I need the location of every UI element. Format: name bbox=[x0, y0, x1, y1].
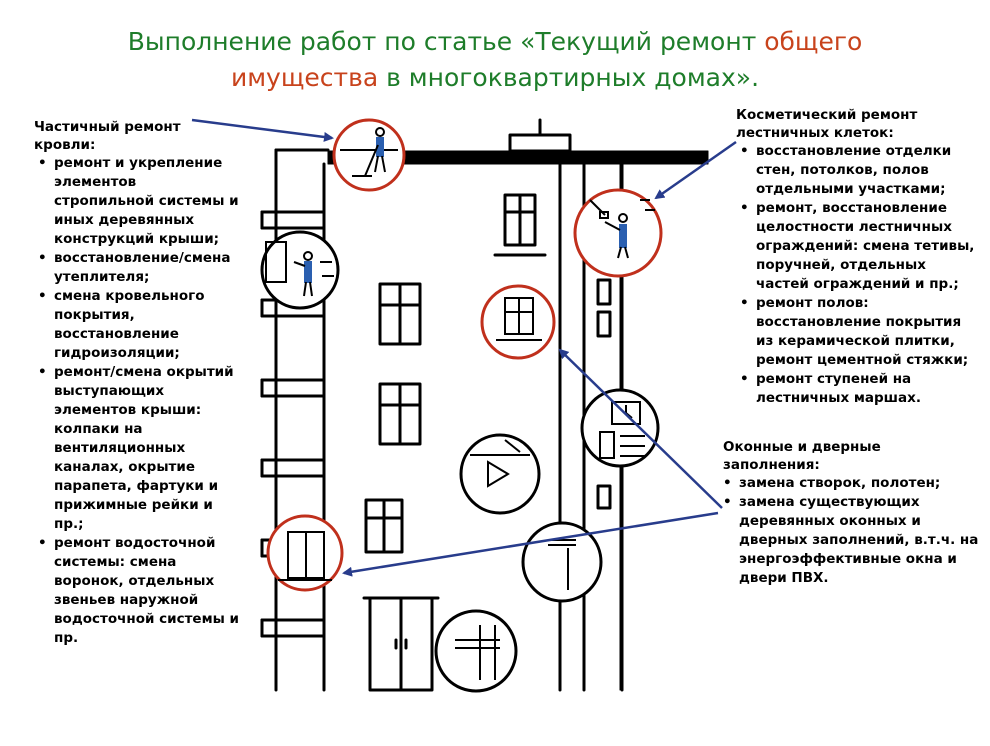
list-item: • восстановление отделки стен, потолков, полов отдельными участками; bbox=[756, 142, 976, 199]
list-item: • ремонт полов: восстановление покрытия из керамической плитки, ремонт цементной стяжки; bbox=[756, 294, 976, 370]
list-item: • ремонт водосточной системы: смена воронок, отдельных звеньев наружной водосточной системы и пр. bbox=[54, 534, 239, 648]
title-part2: в многоквартирных домах». bbox=[378, 63, 760, 92]
stairs-heading: Косметический ремонт лестничных клеток: bbox=[736, 107, 918, 141]
windows-heading: Оконные и дверные заполнения: bbox=[723, 439, 881, 473]
arrow-icon bbox=[192, 120, 736, 573]
list-item: • ремонт, восстановление целостности лестничных ограждений: смена тетивы, поручней, отдельных частей ограждений и пр.; bbox=[756, 199, 976, 294]
title-accent-1: общего bbox=[764, 27, 863, 56]
list-item: • смена кровельного покрытия, восстановление гидроизоляции; bbox=[54, 287, 239, 363]
roof-exit bbox=[510, 135, 570, 151]
list-item: • ремонт и укрепление элементов стропильной системы и иных деревянных конструкций крыши; bbox=[54, 154, 239, 249]
list-item: • восстановление/смена утеплителя; bbox=[54, 249, 239, 287]
title-accent-2: имущества bbox=[230, 63, 379, 92]
title-part1: Выполнение работ по статье «Текущий ремонт bbox=[127, 27, 765, 56]
list-item: • ремонт ступеней на лестничных маршах. bbox=[756, 370, 976, 408]
list-item: • замена существующих деревянных оконных и дверных заполнений, в.т.ч. на энергоэффективные окна и двери ПВХ. bbox=[739, 493, 981, 588]
list-item: • замена створок, полотен; bbox=[739, 474, 981, 493]
roof-heading: Частичный ремонт кровли: bbox=[34, 119, 181, 153]
list-item: • ремонт/смена окрытий выступающих элементов крыши: колпаки на вентиляционных каналах, окрытие парапета, фартуки и прижимные рейки и пр.; bbox=[54, 363, 239, 534]
detail-circles bbox=[268, 120, 661, 590]
entrance-door bbox=[364, 598, 438, 690]
